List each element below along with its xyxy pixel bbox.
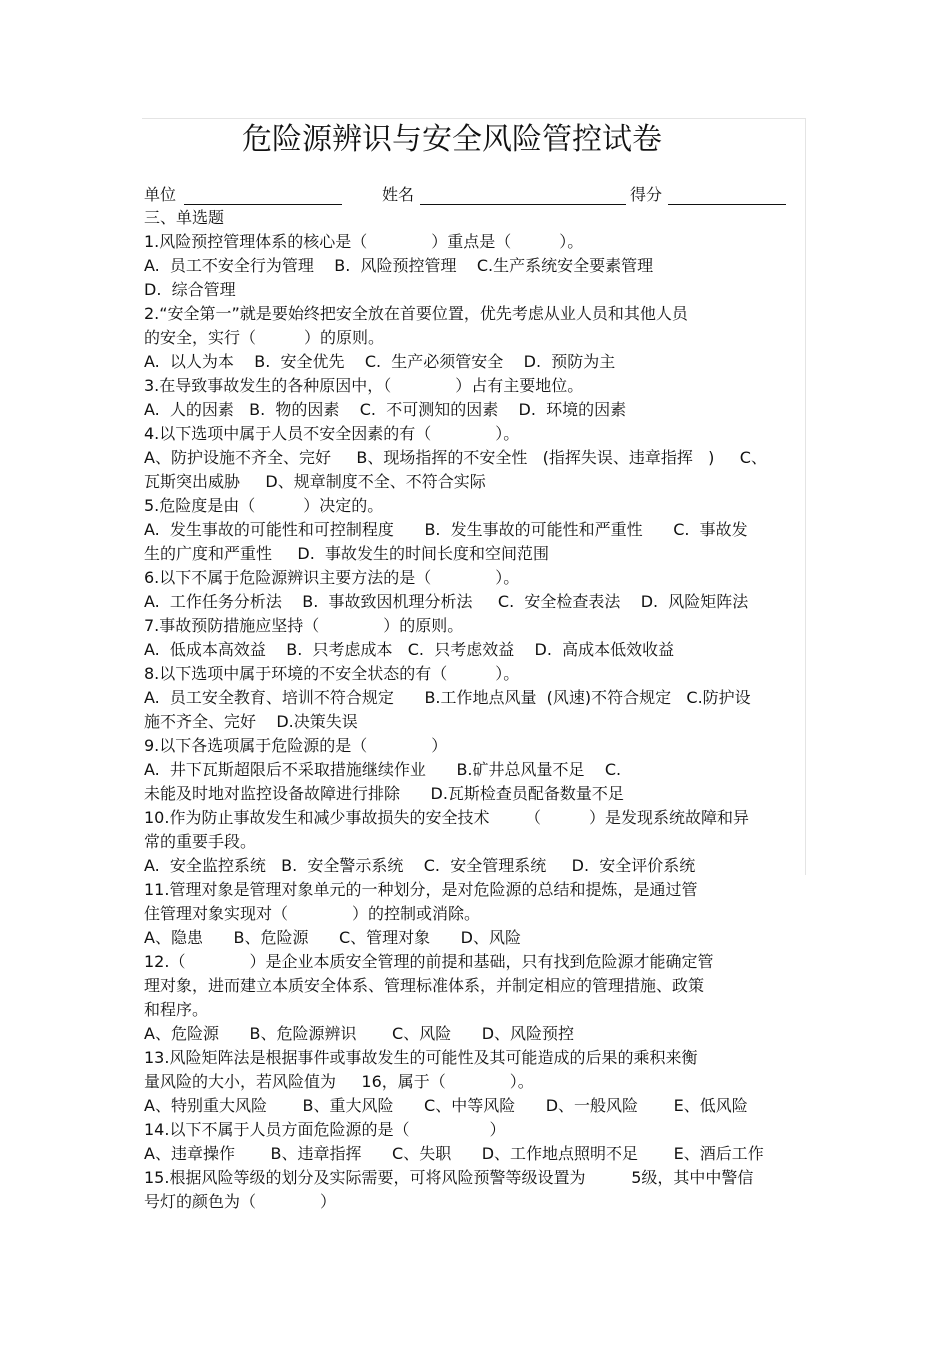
text-line: 7.事故预防措施应坚持（ ）的原则。 [144,616,464,635]
name-label: 姓名 [382,185,415,204]
text-line: A. 员工不安全行为管理 B. 风险预控管理 C.生产系统安全要素管理 [144,256,654,275]
text-line: 瓦斯突出威胁 D、规章制度不全、不符合实际 [144,472,486,491]
text-line: 理对象，进而建立本质安全体系、管理标准体系，并制定相应的管理措施、政策 [144,976,705,995]
text-line: 14.以下不属于人员方面危险源的是（ ） [144,1120,506,1139]
text-line: 3.在导致事故发生的各种原因中，（ ）占有主要地位。 [144,376,584,395]
text-line: 12.（ ）是企业本质安全管理的前提和基础，只有找到危险源才能确定管 [144,952,714,971]
text-line: 1.风险预控管理体系的核心是（ ）重点是（ ）。 [144,232,584,251]
text-line: A. 安全监控系统 B. 安全警示系统 C. 安全管理系统 D. 安全评价系统 [144,856,696,875]
unit-label: 单位 [144,185,177,204]
text-line: 15.根据风险等级的划分及实际需要，可将风险预警等级设置为 5级，其中中警信 [144,1168,754,1187]
text-line: A、防护设施不齐全、完好 B、现场指挥的不安全性 (指挥失误、违章指挥 ) C、 [144,448,767,467]
text-line: 住管理对象实现对（ ）的控制或消除。 [144,904,481,923]
text-line: 4.以下选项中属于人员不安全因素的有（ ）。 [144,424,520,443]
text-line: 2.“安全第一”就是要始终把安全放在首要位置，优先考虑从业人员和其他人员 [144,304,688,323]
text-line: A、违章操作 B、违章指挥 C、失职 D、工作地点照明不足 E、酒后工作 [144,1144,764,1163]
unit-blank[interactable] [184,204,342,205]
text-line: 9.以下各选项属于危险源的是（ ） [144,736,448,755]
text-line: A. 井下瓦斯超限后不采取措施继续作业 B.矿井总风量不足 C. [144,760,622,779]
text-line: A. 低成本高效益 B. 只考虑成本 C. 只考虑效益 D. 高成本低效收益 [144,640,675,659]
text-line: A. 发生事故的可能性和可控制程度 B. 发生事故的可能性和严重性 C. 事故发 [144,520,748,539]
text-line: D. 综合管理 [144,280,236,299]
name-blank[interactable] [420,204,626,205]
text-line: A、隐患 B、危险源 C、管理对象 D、风险 [144,928,521,947]
score-blank[interactable] [668,204,786,205]
page-title: 危险源辨识与安全风险管控试卷 [242,122,662,157]
text-line: 号灯的颜色为（ ） [144,1192,337,1211]
text-line: 未能及时地对监控设备故障进行排除 D.瓦斯检查员配备数量不足 [144,784,624,803]
text-line: 6.以下不属于危险源辨识主要方法的是（ ）。 [144,568,520,587]
text-line: 8.以下选项中属于环境的不安全状态的有（ ）。 [144,664,520,683]
text-line: 生的广度和严重性 D. 事故发生的时间长度和空间范围 [144,544,550,563]
text-line: 5.危险度是由（ ）决定的。 [144,496,384,515]
text-line: A. 以人为本 B. 安全优先 C. 生产必须管安全 D. 预防为主 [144,352,616,371]
text-line: 量风险的大小，若风险值为 16，属于（ ）。 [144,1072,534,1091]
score-label: 得分 [630,185,663,204]
text-line: 13.风险矩阵法是根据事件或事故发生的可能性及其可能造成的后果的乘积来衡 [144,1048,698,1067]
text-line: A. 人的因素 B. 物的因素 C. 不可测知的因素 D. 环境的因素 [144,400,627,419]
text-line: 的安全，实行（ ）的原则。 [144,328,385,347]
text-line: 11.管理对象是管理对象单元的一种划分，是对危险源的总结和提炼，是通过管 [144,880,698,899]
text-line: A、危险源 B、危险源辨识 C、风险 D、风险预控 [144,1024,575,1043]
text-line: 10.作为防止事故发生和减少事故损失的安全技术 （ ）是发现系统故障和异 [144,808,750,827]
text-line: A. 工作任务分析法 B. 事故致因机理分析法 C. 安全检查表法 D. 风险矩阵法 [144,592,749,611]
text-line: 常的重要手段。 [144,832,257,851]
text-line: A、特别重大风险 B、重大风险 C、中等风险 D、一般风险 E、低风险 [144,1096,748,1115]
text-line: 施不齐全、完好 D.决策失误 [144,712,358,731]
text-line: 和程序。 [144,1000,209,1019]
question-list [144,206,804,1214]
text-line: 三、单选题 [144,208,225,227]
text-line: A. 员工安全教育、培训不符合规定 B.工作地点风量 (风速)不符合规定 C.防护设 [144,688,751,707]
